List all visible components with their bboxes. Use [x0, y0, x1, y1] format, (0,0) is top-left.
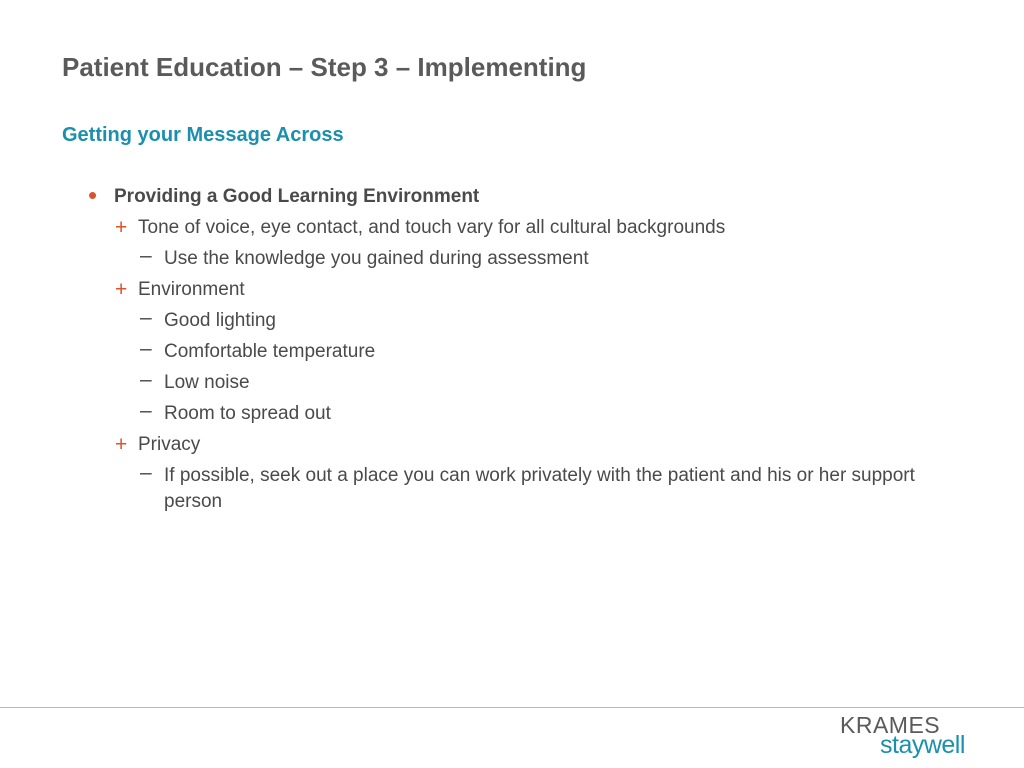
bullet-text: Tone of voice, eye contact, and touch vary for all cultural backgrounds	[138, 217, 726, 238]
bullet-text: Comfortable temperature	[164, 341, 376, 362]
bullet-level-3	[140, 337, 960, 365]
bullet-marker: +	[115, 216, 128, 239]
bullet-level-3	[140, 399, 960, 427]
bullet-marker: –	[140, 244, 152, 267]
bullet-level-3	[140, 368, 960, 396]
bullet-text: Environment	[138, 279, 245, 300]
bullet-text: Use the knowledge you gained during assessment	[164, 248, 589, 269]
slide-subtitle: Getting your Message Across	[62, 124, 344, 146]
footer-divider	[0, 707, 1024, 708]
bullet-marker: +	[115, 433, 128, 456]
bullet-level-3	[140, 244, 960, 272]
bullet-marker: +	[115, 278, 128, 301]
bullet-level-2	[115, 432, 960, 458]
krames-staywell-logo	[838, 712, 978, 766]
bullet-level-3	[140, 306, 960, 334]
bullet-marker: –	[140, 461, 152, 484]
bullet-marker: –	[140, 337, 152, 360]
bullet-level-3	[140, 461, 960, 515]
bullet-level-2	[115, 215, 960, 241]
slide-title: Patient Education – Step 3 – Implementing	[62, 52, 587, 82]
bullet-level-1	[88, 180, 960, 210]
bullet-text: Good lighting	[164, 310, 276, 331]
bullet-marker: –	[140, 306, 152, 329]
bullet-text: Room to spread out	[164, 403, 331, 424]
bullet-marker: –	[140, 399, 152, 422]
logo-krames-text: KRAMES	[840, 712, 941, 738]
bullet-level-2	[115, 277, 960, 303]
bullet-marker: •	[88, 180, 98, 210]
logo-staywell-text: staywell	[880, 731, 965, 759]
bullet-marker: –	[140, 368, 152, 391]
bullet-text: Providing a Good Learning Environment	[114, 186, 480, 207]
bullet-text: If possible, seek out a place you can work privately with the patient and his or her support person	[164, 465, 915, 512]
bullet-text: Privacy	[138, 434, 201, 455]
bullet-text: Low noise	[164, 372, 250, 393]
